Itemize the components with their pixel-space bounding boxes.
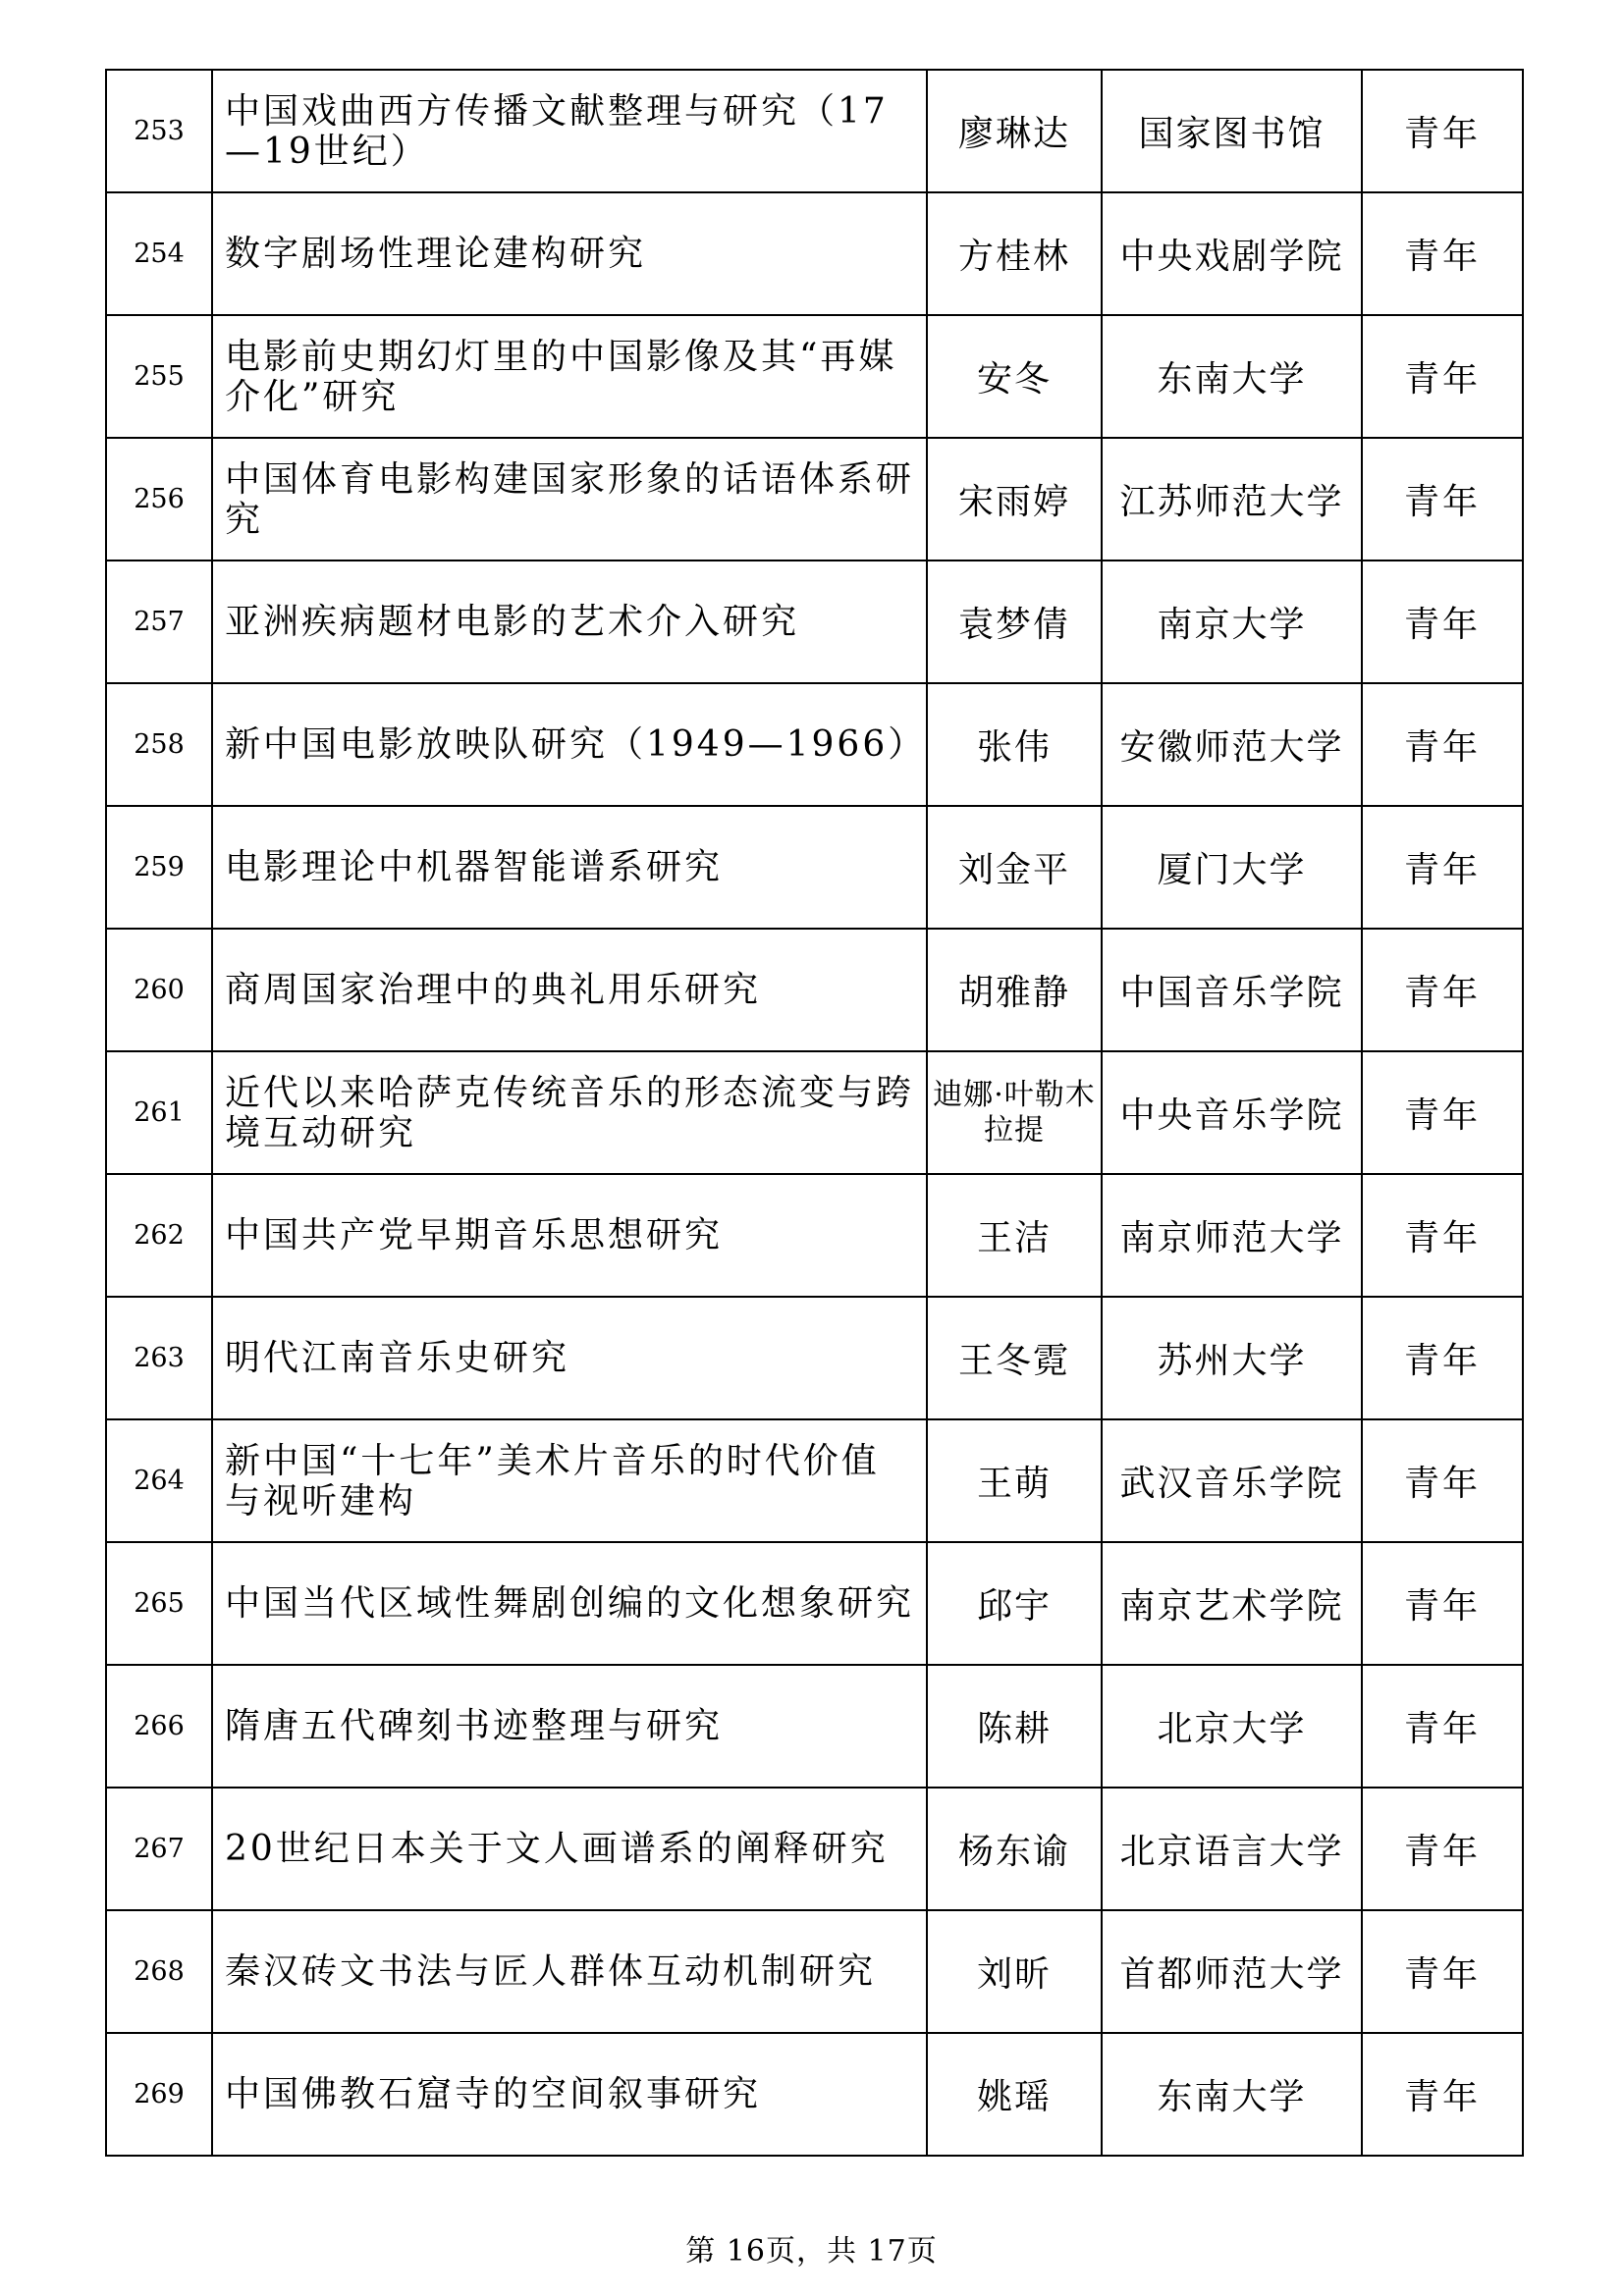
row-number: 266	[106, 1665, 212, 1788]
institution: 江苏师范大学	[1102, 438, 1362, 561]
principal-investigator: 王洁	[927, 1174, 1102, 1297]
institution: 苏州大学	[1102, 1297, 1362, 1419]
project-title: 电影理论中机器智能谱系研究	[212, 806, 927, 929]
project-type: 青年	[1362, 2033, 1523, 2156]
table-row	[106, 1665, 1523, 1788]
project-title: 隋唐五代碑刻书迹整理与研究	[212, 1665, 927, 1788]
principal-investigator: 宋雨婷	[927, 438, 1102, 561]
row-number: 261	[106, 1051, 212, 1174]
principal-investigator: 袁梦倩	[927, 561, 1102, 683]
table-row	[106, 1297, 1523, 1419]
project-title: 中国共产党早期音乐思想研究	[212, 1174, 927, 1297]
institution: 南京师范大学	[1102, 1174, 1362, 1297]
principal-investigator: 姚瑶	[927, 2033, 1102, 2156]
project-type: 青年	[1362, 438, 1523, 561]
project-type: 青年	[1362, 70, 1523, 192]
table-row	[106, 806, 1523, 929]
project-title: 数字剧场性理论建构研究	[212, 192, 927, 315]
table-row	[106, 561, 1523, 683]
institution: 东南大学	[1102, 2033, 1362, 2156]
row-number: 258	[106, 683, 212, 806]
project-title: 新中国“十七年”美术片音乐的时代价值与视听建构	[212, 1419, 927, 1542]
table-row	[106, 2033, 1523, 2156]
project-title: 明代江南音乐史研究	[212, 1297, 927, 1419]
row-number: 257	[106, 561, 212, 683]
principal-investigator: 迪娜·叶勒木拉提	[927, 1051, 1102, 1174]
institution: 南京大学	[1102, 561, 1362, 683]
project-title: 中国当代区域性舞剧创编的文化想象研究	[212, 1542, 927, 1665]
project-type: 青年	[1362, 1051, 1523, 1174]
table-row	[106, 438, 1523, 561]
table-row	[106, 1051, 1523, 1174]
institution: 国家图书馆	[1102, 70, 1362, 192]
principal-investigator: 安冬	[927, 315, 1102, 438]
institution: 安徽师范大学	[1102, 683, 1362, 806]
row-number: 260	[106, 929, 212, 1051]
row-number: 259	[106, 806, 212, 929]
project-title: 新中国电影放映队研究（1949—1966）	[212, 683, 927, 806]
row-number: 268	[106, 1910, 212, 2033]
table-row	[106, 1174, 1523, 1297]
table-row	[106, 70, 1523, 192]
row-number: 253	[106, 70, 212, 192]
table-row	[106, 1542, 1523, 1665]
principal-investigator: 王萌	[927, 1419, 1102, 1542]
table-row	[106, 1910, 1523, 2033]
project-title: 20世纪日本关于文人画谱系的阐释研究	[212, 1788, 927, 1910]
row-number: 263	[106, 1297, 212, 1419]
project-title: 中国体育电影构建国家形象的话语体系研究	[212, 438, 927, 561]
principal-investigator: 胡雅静	[927, 929, 1102, 1051]
project-title: 近代以来哈萨克传统音乐的形态流变与跨境互动研究	[212, 1051, 927, 1174]
principal-investigator: 方桂林	[927, 192, 1102, 315]
project-title: 商周国家治理中的典礼用乐研究	[212, 929, 927, 1051]
project-type: 青年	[1362, 1910, 1523, 2033]
principal-investigator: 张伟	[927, 683, 1102, 806]
project-type: 青年	[1362, 1788, 1523, 1910]
principal-investigator: 杨东谕	[927, 1788, 1102, 1910]
institution: 中央音乐学院	[1102, 1051, 1362, 1174]
project-type: 青年	[1362, 192, 1523, 315]
project-type: 青年	[1362, 806, 1523, 929]
project-table	[105, 69, 1524, 2157]
project-title: 亚洲疾病题材电影的艺术介入研究	[212, 561, 927, 683]
institution: 南京艺术学院	[1102, 1542, 1362, 1665]
project-title: 电影前史期幻灯里的中国影像及其“再媒介化”研究	[212, 315, 927, 438]
institution: 北京大学	[1102, 1665, 1362, 1788]
principal-investigator: 廖琳达	[927, 70, 1102, 192]
project-type: 青年	[1362, 1174, 1523, 1297]
project-type: 青年	[1362, 683, 1523, 806]
row-number: 269	[106, 2033, 212, 2156]
institution: 东南大学	[1102, 315, 1362, 438]
institution: 北京语言大学	[1102, 1788, 1362, 1910]
principal-investigator: 刘金平	[927, 806, 1102, 929]
principal-investigator: 陈耕	[927, 1665, 1102, 1788]
institution: 首都师范大学	[1102, 1910, 1362, 2033]
row-number: 264	[106, 1419, 212, 1542]
row-number: 262	[106, 1174, 212, 1297]
project-title: 中国佛教石窟寺的空间叙事研究	[212, 2033, 927, 2156]
project-type: 青年	[1362, 1665, 1523, 1788]
table-row	[106, 929, 1523, 1051]
table-row	[106, 192, 1523, 315]
institution: 武汉音乐学院	[1102, 1419, 1362, 1542]
row-number: 265	[106, 1542, 212, 1665]
row-number: 254	[106, 192, 212, 315]
principal-investigator: 刘昕	[927, 1910, 1102, 2033]
project-type: 青年	[1362, 315, 1523, 438]
page-footer: 第 16页，共 17页	[685, 2234, 938, 2269]
institution: 中国音乐学院	[1102, 929, 1362, 1051]
project-type: 青年	[1362, 1297, 1523, 1419]
table-row	[106, 683, 1523, 806]
project-type: 青年	[1362, 929, 1523, 1051]
table-row	[106, 1788, 1523, 1910]
institution: 厦门大学	[1102, 806, 1362, 929]
project-type: 青年	[1362, 1419, 1523, 1542]
principal-investigator: 邱宇	[927, 1542, 1102, 1665]
row-number: 267	[106, 1788, 212, 1910]
table-row	[106, 1419, 1523, 1542]
project-type: 青年	[1362, 1542, 1523, 1665]
project-type: 青年	[1362, 561, 1523, 683]
row-number: 255	[106, 315, 212, 438]
project-title: 中国戏曲西方传播文献整理与研究（17—19世纪）	[212, 70, 927, 192]
institution: 中央戏剧学院	[1102, 192, 1362, 315]
project-title: 秦汉砖文书法与匠人群体互动机制研究	[212, 1910, 927, 2033]
principal-investigator: 王冬霓	[927, 1297, 1102, 1419]
table-row	[106, 315, 1523, 438]
row-number: 256	[106, 438, 212, 561]
